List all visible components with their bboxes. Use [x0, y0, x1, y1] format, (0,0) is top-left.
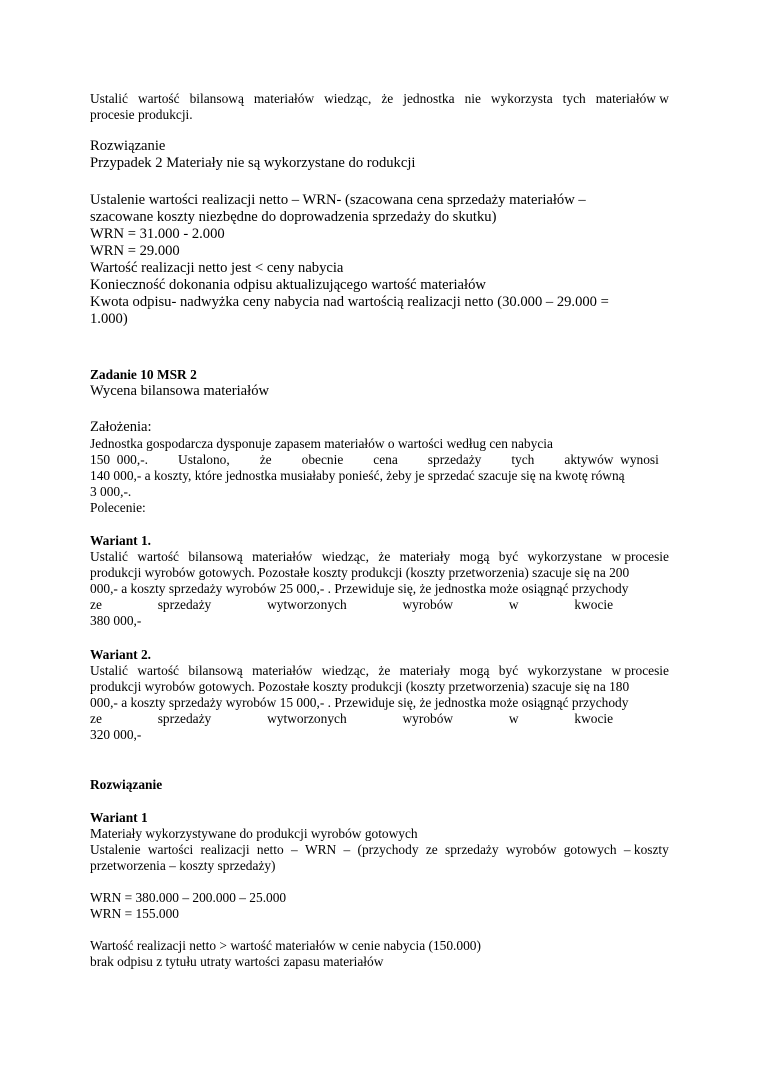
wrn-compare: Wartość realizacji netto jest < ceny nabycia [90, 260, 344, 276]
variant-2-line-3: 000,- a koszty sprzedaży wyrobów 15 000,- . Przewiduje się, że jednostka może osiągnąć przychody [90, 695, 629, 710]
task-subtitle: Wycena bilansowa materiałów [90, 383, 270, 399]
solution-variant-1-title: Wariant 1 [90, 810, 148, 825]
solution-heading-1: Rozwiązanie [90, 138, 166, 154]
intro-line-1: Ustalić wartość bilansową materiałów wiedząc, że jednostka nie wykorzysta tych materiałów w [90, 91, 669, 106]
variant-1-line-3: 000,- a koszty sprzedaży wyrobów 25 000,- . Przewiduje się, że jednostka może osiągnąć przychody [90, 581, 629, 596]
solution-line-1: Materiały wykorzystywane do produkcji wyrobów gotowych [90, 826, 418, 841]
wrn-calc-1: WRN = 31.000 - 2.000 [90, 226, 225, 242]
variant-2-line-1: Ustalić wartość bilansową materiałów wiedząc, że materiały mogą być wykorzystane w procesie [90, 663, 669, 678]
assumptions-line-4: 3 000,-. [90, 484, 132, 499]
solution-case: Przypadek 2 Materiały nie są wykorzystane do rodukcji [90, 155, 416, 171]
variant-2-line-4: ze sprzedaży wytworzonych wyrobów w kwocie [90, 711, 614, 726]
variant-1-line-2: produkcji wyrobów gotowych. Pozostałe koszty produkcji (koszty przetworzenia) szacuje się na 200 [90, 565, 630, 580]
solution-calc-2: WRN = 155.000 [90, 906, 180, 921]
solution-line-3: przetworzenia – koszty sprzedaży) [90, 858, 276, 873]
assumptions-line-2: 150 000,-. Ustalono, że obecnie cena sprzedaży tych aktywów wynosi [90, 452, 669, 467]
solution-conclusion-1: Wartość realizacji netto > wartość materiałów w cenie nabycia (150.000) [90, 938, 481, 953]
wrn-def-line-2: szacowane koszty niezbędne do doprowadzenia sprzedaży do skutku) [90, 209, 497, 225]
wrn-calc-2: WRN = 29.000 [90, 243, 180, 259]
variant-1-line-4: ze sprzedaży wytworzonych wyrobów w kwocie [90, 597, 614, 612]
command-label: Polecenie: [90, 500, 146, 515]
assumptions-line-1: Jednostka gospodarcza dysponuje zapasem materiałów o wartości według cen nabycia [90, 436, 553, 451]
variant-2-line-2: produkcji wyrobów gotowych. Pozostałe koszty produkcji (koszty przetworzenia) szacuje się na 180 [90, 679, 630, 694]
variant-1-line-1: Ustalić wartość bilansową materiałów wiedząc, że materiały mogą być wykorzystane w procesie [90, 549, 669, 564]
variant-1-title: Wariant 1. [90, 533, 152, 548]
write-down-need: Konieczność dokonania odpisu aktualizującego wartość materiałów [90, 277, 486, 293]
solution-conclusion-2: brak odpisu z tytułu utraty wartości zapasu materiałów [90, 954, 384, 969]
intro-line-2: procesie produkcji. [90, 107, 193, 122]
task-title: Zadanie 10 MSR 2 [90, 367, 197, 382]
solution-calc-1: WRN = 380.000 – 200.000 – 25.000 [90, 890, 287, 905]
variant-2-amount: 320 000,- [90, 727, 142, 742]
solution-heading-2: Rozwiązanie [90, 777, 163, 792]
assumptions-line-3: 140 000,- a koszty, które jednostka musiałaby ponieść, żeby je sprzedać szacuje się na kwotę równą [90, 468, 625, 483]
variant-1-amount: 380 000,- [90, 613, 142, 628]
wrn-def-line-1: Ustalenie wartości realizacji netto – WRN- (szacowana cena sprzedaży materiałów – [90, 192, 586, 208]
write-down-amount-2: 1.000) [90, 311, 128, 327]
assumptions-heading: Założenia: [90, 419, 152, 435]
variant-2-title: Wariant 2. [90, 647, 152, 662]
write-down-amount-1: Kwota odpisu- nadwyżka ceny nabycia nad wartością realizacji netto (30.000 – 29.000 = [90, 294, 609, 310]
solution-line-2: Ustalenie wartości realizacji netto – WRN – (przychody ze sprzedaży wyrobów gotowych – koszty [90, 842, 669, 857]
